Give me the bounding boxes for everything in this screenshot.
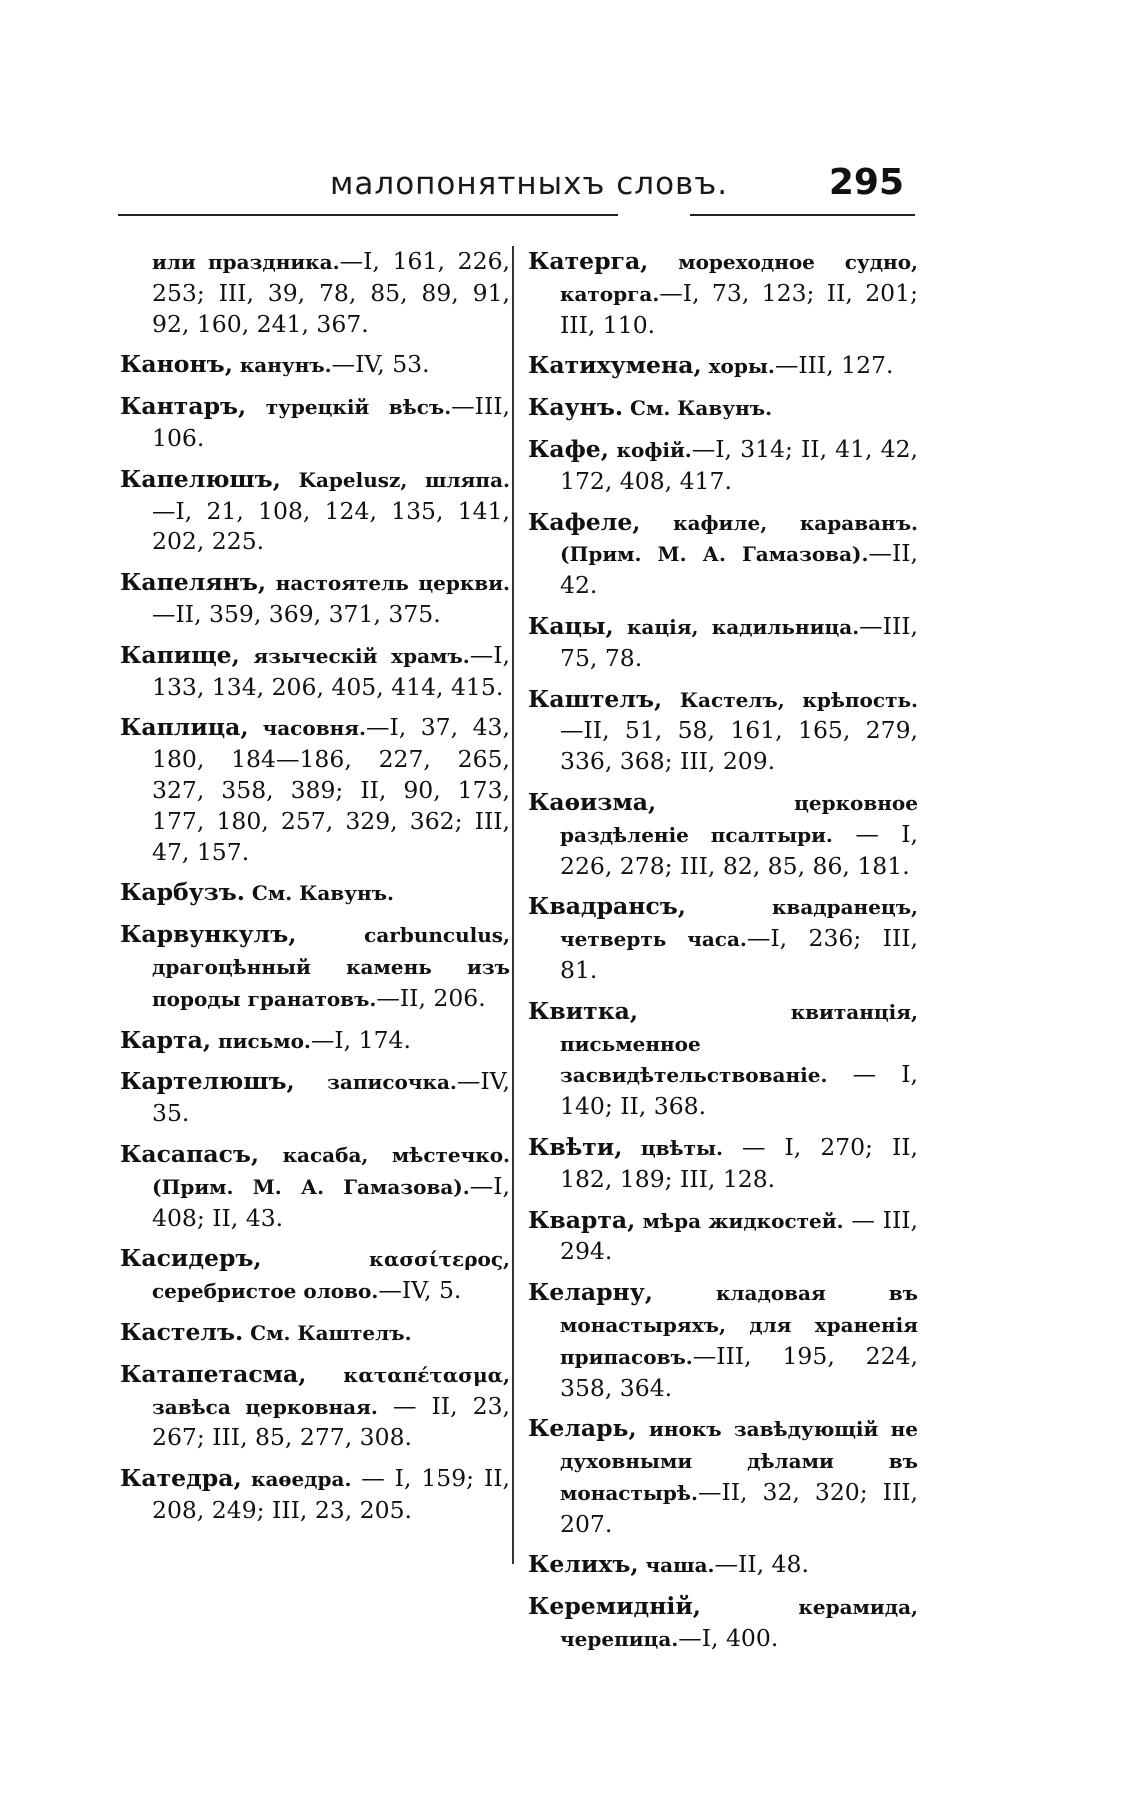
glossary-entry: Кастелъ. См. Каштелъ. xyxy=(120,1317,412,1346)
glossary-entry: Келихъ, чаша.—II, 48. xyxy=(528,1550,809,1579)
right-column xyxy=(528,246,918,1665)
glossary-entry: Картелюшъ, записочка.—IV, 35. xyxy=(120,1067,510,1128)
glossary-entry: Капелянъ, настоятель церкви. —II, 359, 369, 371, 375. xyxy=(120,568,510,628)
glossary-entry: Каѳизма, церковное раздѣленіе псалтыри. — I, 226, 278; III, 82, 85, 86, 181. xyxy=(528,787,918,880)
glossary-entry: Капище, языческій храмъ.—I, 133, 134, 206, 405, 414, 415. xyxy=(120,640,510,701)
glossary-entry: Келарь, инокъ завѣдующій не духовными дѣлами въ монастырѣ.—II, 32, 320; III, 207. xyxy=(528,1414,918,1538)
glossary-entry: Кафе, кофій.—I, 314; II, 41, 42, 172, 408, 417. xyxy=(528,434,919,495)
glossary-entry: Кафеле, кафиле, караванъ. (Прим. М. А. Гамазова).—II, 42. xyxy=(528,507,918,600)
glossary-entry: Касидеръ, κασσίτερος, серебристое олово.—IV, 5. xyxy=(120,1244,510,1305)
glossary-entry: Каштелъ, Кастелъ, крѣпость. —II, 51, 58, 161, 165, 279, 336, 368; III, 209. xyxy=(528,684,918,776)
glossary-entry: Кварта, мѣра жидкостей. — III, 294. xyxy=(528,1205,918,1266)
glossary-entry: Катихумена, хоры.—III, 127. xyxy=(528,351,894,380)
glossary-entry: Каплица, часовня.—I, 37, 43, 180, 184—186, 227, 265, 327, 358, 389; II, 90, 173, 177, 180, 257, 329, 362; III, 47, 157. xyxy=(120,713,510,866)
glossary-entry: Катерга, мореходное судно, каторга.—I, 73, 123; II, 201; III, 110. xyxy=(528,247,918,339)
glossary-entry: Келарну, кладовая въ монастыряхъ, для храненія припасовъ.—III, 195, 224, 358, 364. xyxy=(528,1278,918,1402)
running-title: малопонятныхъ словъ. xyxy=(330,166,729,202)
glossary-entry: Квадрансъ, квадранецъ, четверть часа.—I, 236; III, 81. xyxy=(528,892,918,984)
glossary-entry: Канонъ, канунъ.—IV, 53. xyxy=(120,350,430,379)
glossary-entry: Квѣти, цвѣты. — I, 270; II, 182, 189; III, 128. xyxy=(528,1132,918,1193)
column-divider xyxy=(512,246,514,1564)
glossary-entry: или праздника.—I, 161, 226, 253; III, 39, 78, 85, 89, 91, 92, 160, 241, 367. xyxy=(152,247,511,338)
left-column xyxy=(120,246,510,1536)
glossary-entry: Капелюшъ, Kapelusz, шляпа. —I, 21, 108, 124, 135, 141, 202, 225. xyxy=(120,464,510,556)
glossary-entry: Квитка, квитанція, письменное засвидѣтельствованіе. — I, 140; II, 368. xyxy=(528,996,918,1121)
glossary-entry: Каунъ. См. Кавунъ. xyxy=(528,393,773,422)
running-header xyxy=(140,162,910,216)
glossary-entry: Катедра, каѳедра. — I, 159; II, 208, 249; III, 23, 205. xyxy=(120,1464,510,1524)
glossary-entry: Касапасъ, касаба, мѣстечко. (Прим. М. А. Гамазова).—I, 408; II, 43. xyxy=(120,1139,510,1232)
header-rule-left xyxy=(118,214,618,216)
glossary-entry: Катапетасма, καταπέτασμα, завѣса церковная. — II, 23, 267; III, 85, 277, 308. xyxy=(120,1359,511,1452)
glossary-entry: Карта, письмо.—I, 174. xyxy=(120,1025,411,1054)
glossary-entry: Карбузъ. См. Кавунъ. xyxy=(120,878,394,907)
glossary-entry: Кантаръ, турецкій вѣсъ.—III, 106. xyxy=(120,392,510,452)
glossary-entry: Карвункулъ, carbunculus, драгоцѣнный камень изъ породы гранатовъ.—II, 206. xyxy=(120,920,510,1012)
page-number: 295 xyxy=(828,162,904,203)
header-rule-right xyxy=(690,214,915,216)
glossary-entry: Кацы, кація, кадильница.—III, 75, 78. xyxy=(528,611,918,672)
glossary-entry: Керемидній, керамида, черепица.—I, 400. xyxy=(528,1592,918,1653)
